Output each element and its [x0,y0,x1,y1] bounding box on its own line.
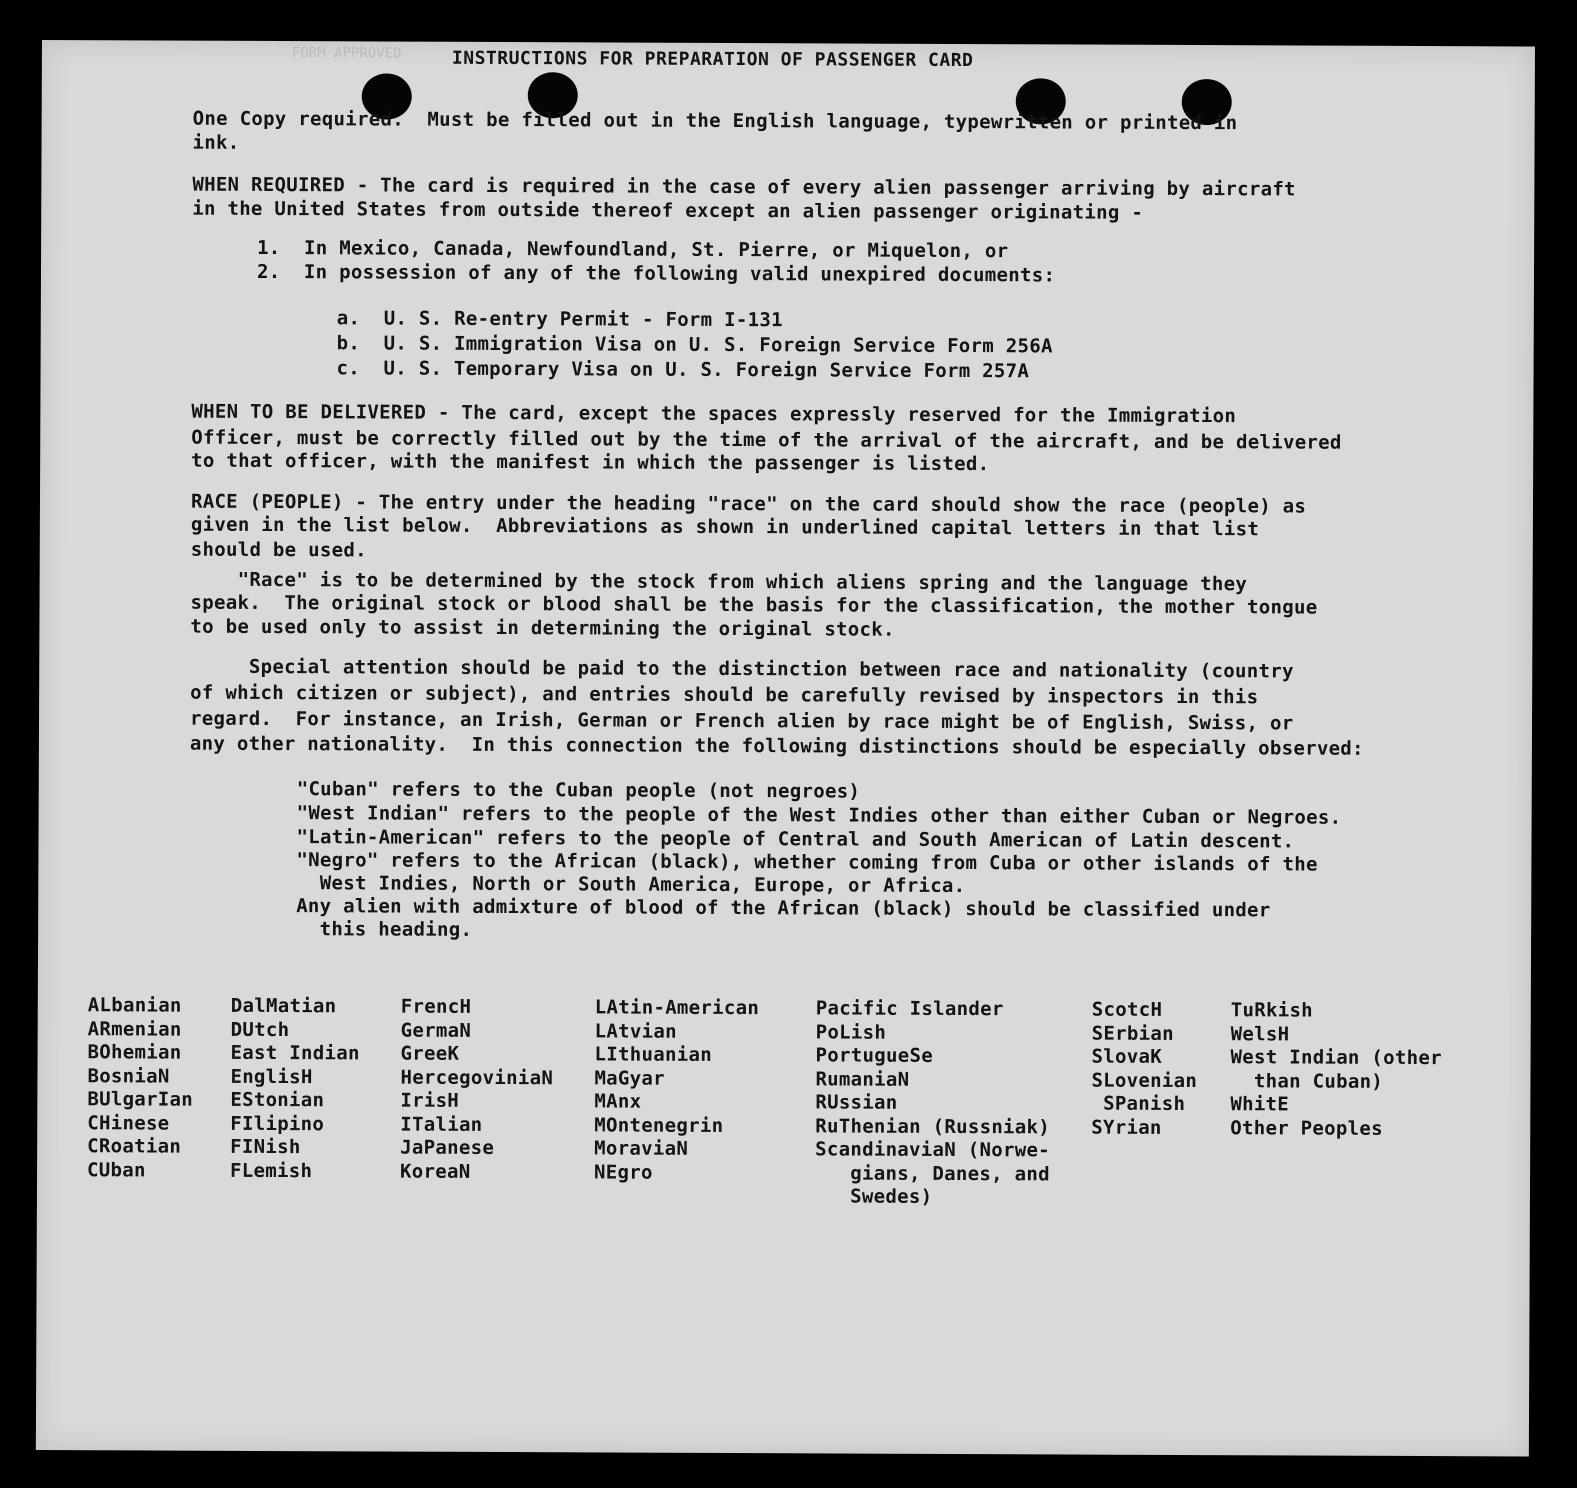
race-entry: CHinese [87,1111,170,1135]
document-item: b. U. S. Immigration Visa on U. S. Foreign Service Form 256A [336,332,1053,358]
race-people-line: given in the list below. Abbreviations as shown in underlined capital letters in that list [190,513,1260,541]
race-entry: DUtch [230,1018,290,1041]
faint-header: FORM APPROVED [291,45,402,62]
when-delivered-line: to that officer, with the manifest in which the passenger is listed. [191,449,990,476]
when-delivered-line: WHEN TO BE DELIVERED - The card, except the spaces expressly reserved for the Immigration [191,400,1237,428]
race-entry: WhitE [1230,1093,1290,1116]
race-entry: KoreaN [400,1160,471,1183]
race-definition-line: speak. The original stock or blood shall be the basis for the classification, the mother tongue [190,591,1318,619]
race-entry: EStonian [230,1088,325,1112]
race-definition-line: "Race" is to be determined by the stock from which aliens spring and the language they [190,568,1248,596]
race-entry: BosniaN [87,1064,170,1088]
race-entry: MOntenegrin [594,1113,724,1137]
race-list-column [594,996,759,1185]
race-entry: IrisH [400,1089,460,1112]
race-entry: LAtvian [594,1019,677,1043]
document-item: a. U. S. Re-entry Permit - Form I-131 [336,307,783,332]
race-entry: TuRkish [1230,999,1314,1022]
special-attention-line: Special attention should be paid to the distinction between race and nationality (country [190,655,1294,683]
race-entry: RumaniaN [815,1067,910,1091]
when-delivered-line: Officer, must be correctly filled out by the time of the arrival of the aircraft, and be delivered [191,426,1342,454]
race-entry: CRoatian [87,1135,182,1158]
distinction-line: "Latin-American" refers to the people of Central and South American of Latin descent. [296,826,1295,853]
race-entry: Pacific Islander [815,997,1004,1021]
race-list-column [1230,999,1442,1141]
race-list-column [230,995,360,1184]
race-entry: PortugueSe [815,1044,934,1067]
distinction-line: Any alien with admixture of blood of the African (black) should be classified under [296,895,1271,922]
race-entry: ARmenian [87,1017,182,1041]
race-entry: FINish [230,1135,301,1159]
race-entry: LIthuanian [594,1043,713,1066]
race-entry: SPanish [1091,1092,1186,1115]
race-entry: Other Peoples [1230,1116,1383,1140]
when-required-line: WHEN REQUIRED - The card is required in the case of every alien passenger arriving by aircraft [192,173,1296,201]
race-entry: than Cuban) [1230,1069,1384,1093]
race-entry: PoLish [815,1020,887,1044]
race-entry: DalMatian [230,994,337,1018]
race-entry: SlovaK [1091,1045,1163,1068]
race-entry: EnglisH [230,1065,313,1088]
intro-line: ink. [192,131,240,154]
when-required-line: in the United States from outside thereof except an alien passenger originating - [192,197,1144,224]
race-entry: NEgro [594,1160,653,1184]
race-entry: RUssian [815,1091,898,1114]
race-entry: MaGyar [594,1066,665,1090]
race-entry: BUlgarIan [87,1088,194,1111]
exception-item: 2. In possession of any of the following valid unexpired documents: [256,260,1056,287]
exception-item: 1. In Mexico, Canada, Newfoundland, St. Pierre, or Miquelon, or [257,236,1009,263]
race-entry: CUban [87,1158,146,1181]
race-list-column [87,994,193,1182]
race-people-line: RACE (PEOPLE) - The entry under the heading "race" on the card should show the race (people) as [190,490,1307,518]
special-attention-line: any other nationality. In this connection the following distinctions should be especially observed: [189,732,1364,760]
document-page [36,40,1535,1457]
race-list-column [815,997,1051,1210]
special-attention-line: regard. For instance, an Irish, German or French alien by race might be of English, Swiss, or [189,707,1294,735]
distinction-line: "Negro" refers to the African (black), whether coming from Cuba or other islands of the [296,849,1318,876]
race-entry: Swedes) [814,1185,933,1208]
race-entry: gians, Danes, and [815,1161,1050,1185]
distinction-line: this heading. [296,918,473,941]
special-attention-line: of which citizen or subject), and entries should be carefully revised by inspectors in this [190,681,1259,709]
race-entry: ScandinaviaN (Norwe- [815,1138,1050,1162]
race-entry: BOhemian [87,1041,182,1064]
race-entry: GermaN [400,1019,472,1042]
race-entry: SLovenian [1091,1069,1198,1092]
race-entry: JaPanese [400,1136,495,1159]
race-entry: ScotcH [1091,998,1163,1021]
race-entry: SYrian [1091,1116,1162,1139]
race-entry: FrencH [400,995,472,1018]
race-entry: MAnx [594,1090,642,1113]
race-entry: FIlipino [230,1112,325,1135]
race-definition-line: to be used only to assist in determining the original stock. [190,615,895,641]
page-title: INSTRUCTIONS FOR PREPARATION OF PASSENGER CARD [451,47,974,72]
race-entry: West Indian (other [1230,1046,1442,1070]
race-entry: FLemish [230,1159,313,1182]
race-entry: MoraviaN [594,1137,689,1160]
distinction-line: "Cuban" refers to the Cuban people (not negroes) [296,778,861,803]
document-item: c. U. S. Temporary Visa on U. S. Foreign Service Form 257A [336,357,1030,383]
distinction-line: "West Indian" refers to the people of the West Indies other than either Cuban or Negroes. [296,802,1342,829]
race-list-column [1091,999,1197,1140]
race-entry: RuThenian (Russniak) [815,1114,1051,1138]
race-entry: GreeK [400,1042,460,1065]
race-entry: SErbian [1091,1022,1174,1045]
race-entry: HercegoviniaN [400,1066,554,1089]
distinction-line: West Indies, North or South America, Europe, or Africa. [296,872,966,898]
race-list-column [400,996,553,1185]
race-entry: East Indian [230,1041,360,1065]
race-entry: ALbanian [87,994,182,1017]
intro-line: One Copy required. Must be filled out in the English language, typewritten or printed in [192,107,1238,135]
race-entry: LAtin-American [594,996,760,1020]
race-entry: ITalian [400,1113,483,1136]
race-people-line: should be used. [190,538,367,562]
race-entry: WelsH [1230,1022,1290,1045]
